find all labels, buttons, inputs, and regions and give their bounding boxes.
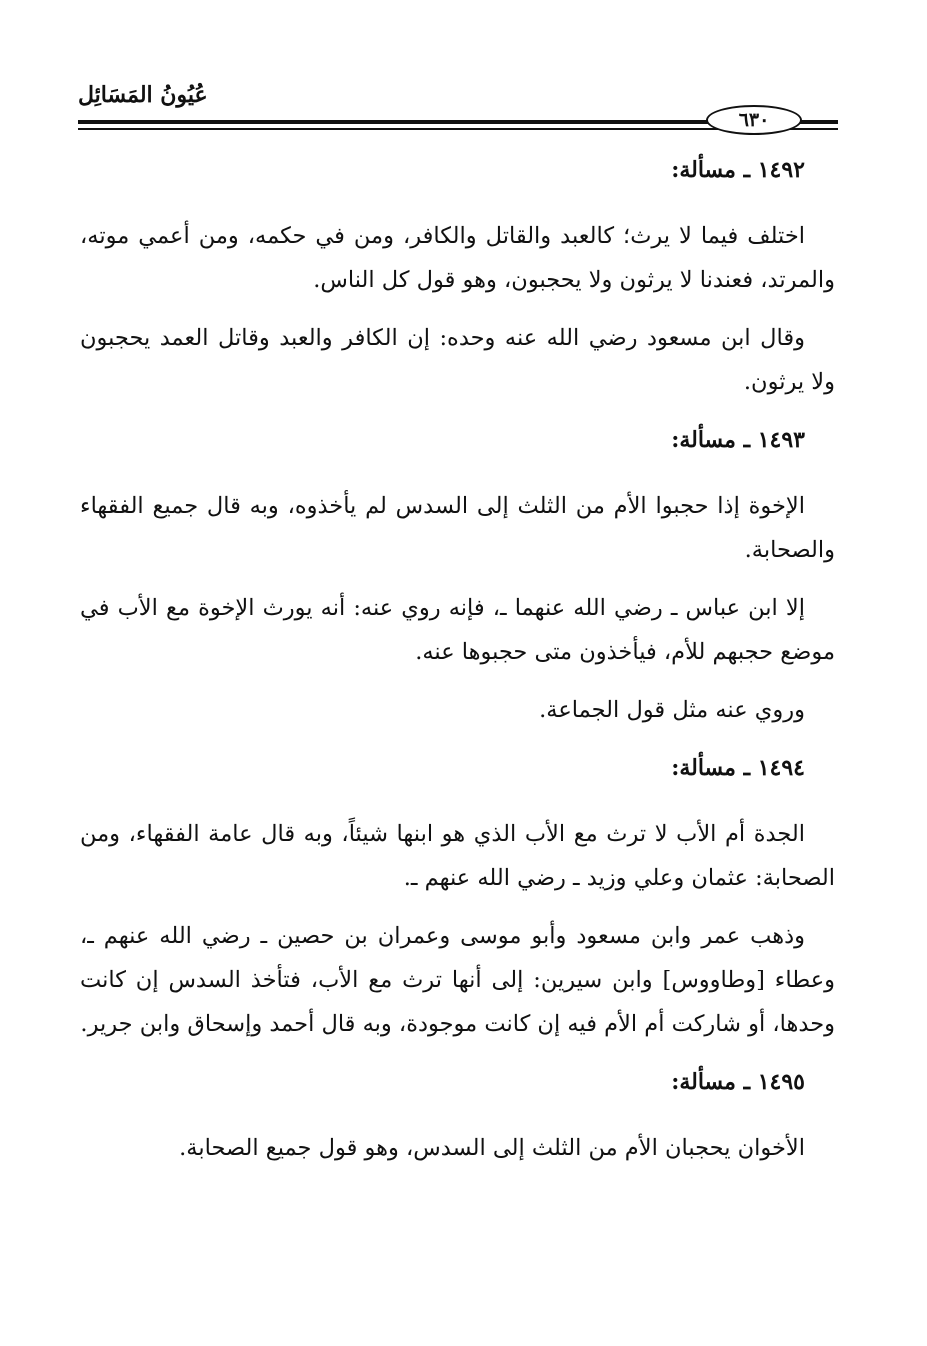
paragraph: الأخوان يحجبان الأم من الثلث إلى السدس، وهو قول جميع الصحابة. (179, 1135, 805, 1161)
section-heading: ١٤٩٥ ـ مسألة: (671, 1069, 805, 1095)
section-heading: ١٤٩٢ ـ مسألة: (671, 157, 805, 183)
section-1492 (80, 148, 835, 418)
section-heading: ١٤٩٤ ـ مسألة: (671, 755, 805, 781)
section-1493 (80, 418, 835, 746)
paragraph: وروي عنه مثل قول الجماعة. (539, 697, 805, 723)
section-heading: ١٤٩٣ ـ مسألة: (671, 427, 805, 453)
paragraph: إلا ابن عباس ـ رضي الله عنهما ـ، فإنه روي عنه: أنه يورث الإخوة مع الأب في موضع حجبهم للأم، فيأخذون متى حجبوها عنه. (80, 595, 835, 665)
section-1495 (80, 1060, 835, 1170)
book-title: عُيُونُ المَسَائِل (78, 82, 208, 108)
paragraph: اختلف فيما لا يرث؛ كالعبد والقاتل والكافر، ومن في حكمه، ومن أعمي موته، والمرتد، فعندنا لا يرثون ولا يحجبون، وهو قول كل الناس. (80, 223, 835, 293)
section-1494 (80, 746, 835, 1060)
page-header (78, 78, 838, 138)
page-number: ٦٣٠ (706, 105, 802, 135)
paragraph: وذهب عمر وابن مسعود وأبو موسى وعمران بن حصين ـ رضي الله عنهم ـ، وعطاء [وطاووس] وابن سيرين: إلى أنها ترث مع الأب، فتأخذ السدس إن كانت وحدها، أو شاركت أم الأم فيه إن كانت موجودة، وبه قال أحمد وإسحاق وابن جرير. (80, 923, 835, 1037)
paragraph: وقال ابن مسعود رضي الله عنه وحده: إن الكافر والعبد وقاتل العمد يحجبون ولا يرثون. (80, 325, 835, 395)
page-content (80, 148, 835, 1170)
paragraph: الإخوة إذا حجبوا الأم من الثلث إلى السدس لم يأخذوه، وبه قال جميع الفقهاء والصحابة. (80, 493, 835, 563)
paragraph: الجدة أم الأب لا ترث مع الأب الذي هو ابنها شيئاً، وبه قال عامة الفقهاء، ومن الصحابة: عثمان وعلي وزيد ـ رضي الله عنهم ـ. (80, 821, 835, 891)
